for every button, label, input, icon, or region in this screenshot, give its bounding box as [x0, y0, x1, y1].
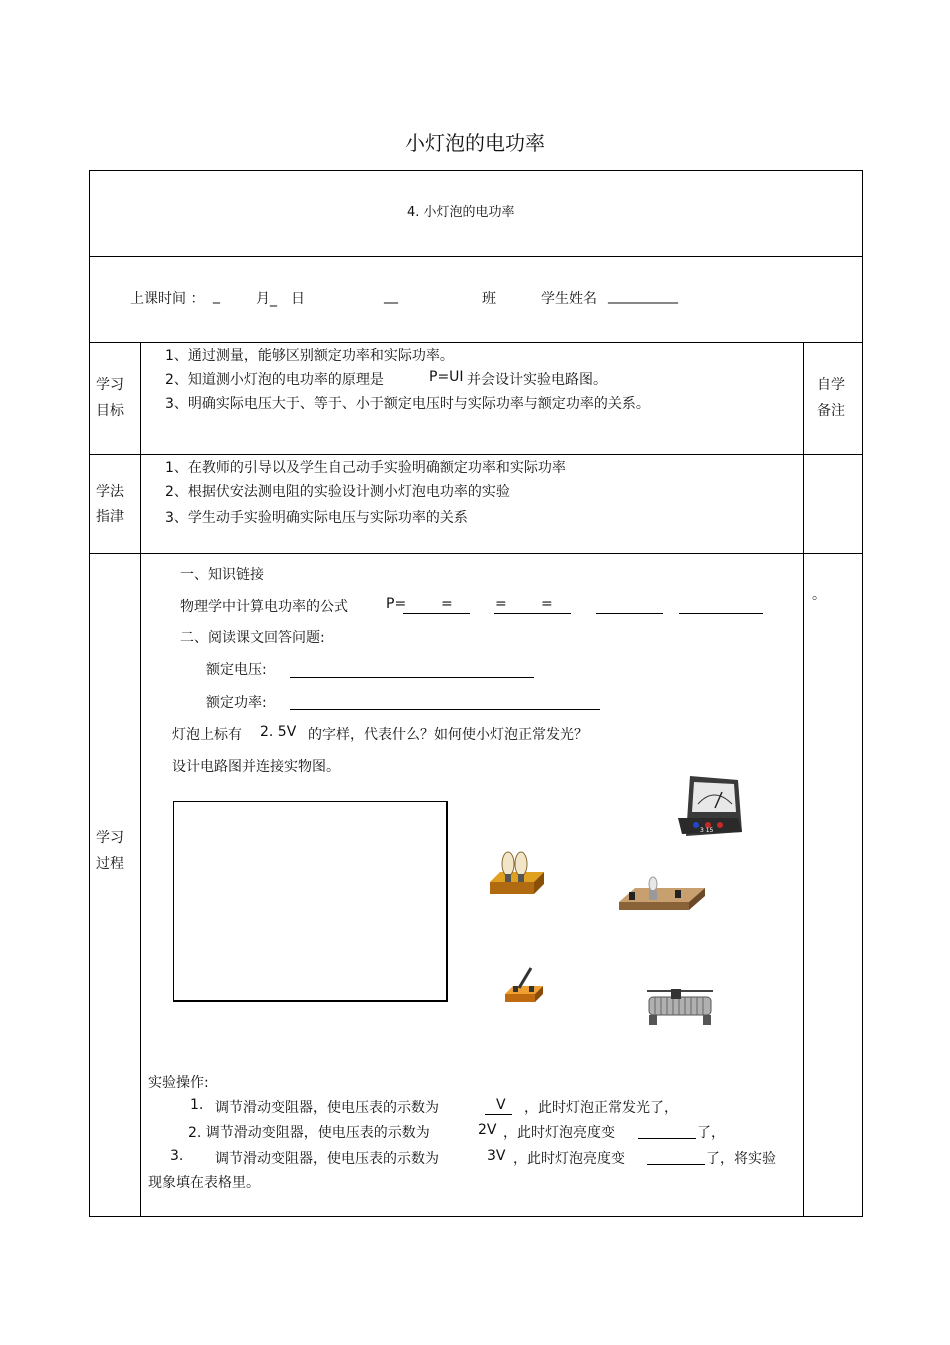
- operation-value-underline: [485, 1114, 512, 1115]
- formula-blank: [403, 613, 470, 614]
- rated-power-blank: [290, 709, 600, 710]
- operation-value: 2V: [478, 1122, 497, 1138]
- battery-image: [488, 850, 546, 898]
- operation-value: V: [496, 1097, 506, 1113]
- class-label: 班: [482, 291, 496, 307]
- operation-value: 3V: [487, 1148, 506, 1164]
- month-label: 月_: [256, 291, 277, 307]
- table-border-bottom: [89, 1216, 863, 1217]
- operation-text: 了，将实验: [706, 1151, 776, 1167]
- formula-blank: [679, 613, 763, 614]
- notes-label: 自学: [817, 377, 845, 393]
- rated-voltage-blank: [290, 677, 534, 678]
- operation-blank: [638, 1138, 696, 1139]
- day-label: 日: [291, 291, 305, 307]
- formula-prompt: 物理学中计算电功率的公式: [180, 599, 348, 615]
- row-divider: [89, 342, 863, 343]
- methods-label: 学法: [96, 484, 124, 500]
- process-label: 过程: [96, 856, 124, 872]
- switch-image: [503, 962, 545, 1006]
- formula-start: P=: [386, 596, 407, 612]
- operation-text: 2. 调节滑动变阻器，使电压表的示数为: [188, 1125, 430, 1141]
- bulb-rating: 2. 5V: [260, 724, 297, 740]
- rated-voltage-label: 额定电压:: [206, 662, 267, 678]
- student-name-blank: __________: [608, 288, 678, 304]
- rheostat-image: [645, 985, 715, 1027]
- section-knowledge-link: 一、知识链接: [180, 567, 264, 583]
- formula-blank: [596, 613, 663, 614]
- operation-number: 3.: [170, 1148, 184, 1164]
- formula-equals: =: [541, 596, 553, 612]
- note-mark: 。: [812, 587, 826, 603]
- formula-blank: [494, 613, 571, 614]
- date-blank: _: [213, 288, 220, 304]
- label-column-divider: [140, 342, 141, 1217]
- method-item: 1、在教师的引导以及学生自己动手实验明确额定功率和实际功率: [165, 460, 566, 476]
- row-divider: [89, 454, 863, 455]
- notes-label: 备注: [817, 403, 845, 419]
- process-label: 学习: [96, 830, 124, 846]
- objective-item-tail: 并会设计实验电路图。: [467, 372, 607, 388]
- objectives-label: 目标: [96, 403, 124, 419]
- operation-blank: [647, 1164, 705, 1165]
- bulb-question: 灯泡上标有: [172, 727, 242, 743]
- operation-text: ，此时灯泡正常发光了，: [524, 1100, 678, 1116]
- formula-equals: =: [495, 596, 507, 612]
- operation-text: ，此时灯泡亮度变: [513, 1151, 625, 1167]
- method-item: 3、学生动手实验明确实际电压与实际功率的关系: [165, 510, 468, 526]
- row-divider: [89, 553, 863, 554]
- operation-text: 调节滑动变阻器，使电压表的示数为: [215, 1100, 439, 1116]
- table-border-right: [862, 170, 863, 1217]
- table-border-left: [89, 170, 90, 1217]
- design-instruction: 设计电路图并连接实物图。: [172, 759, 340, 775]
- operations-title: 实验操作:: [148, 1075, 209, 1091]
- operation-text: 了，: [697, 1125, 725, 1141]
- document-title: 小灯泡的电功率: [405, 131, 545, 155]
- meter-scale-label: 3 15: [700, 827, 714, 834]
- student-name-label: 学生姓名: [541, 291, 597, 307]
- formula-equals: =: [441, 596, 453, 612]
- objective-item: 3、明确实际电压大于、等于、小于额定电压时与实际功率与额定功率的关系。: [165, 396, 650, 412]
- voltmeter-image: [676, 774, 744, 840]
- lamp-holder-image: [617, 874, 707, 914]
- operation-text: 现象填在表格里。: [148, 1175, 260, 1191]
- objective-item: 1、通过测量，能够区别额定功率和实际功率。: [165, 348, 454, 364]
- objective-formula: P=UI: [429, 369, 464, 385]
- class-blank: __: [384, 288, 398, 304]
- operation-text: ，此时灯泡亮度变: [503, 1125, 615, 1141]
- section-heading: 4. 小灯泡的电功率: [407, 205, 515, 220]
- circuit-diagram-box: [173, 801, 448, 1002]
- note-column-divider: [803, 342, 804, 1217]
- row-divider: [89, 256, 863, 257]
- method-item: 2、根据伏安法测电阻的实验设计测小灯泡电功率的实验: [165, 484, 510, 500]
- section-reading: 二、阅读课文回答问题:: [180, 630, 325, 646]
- class-time-label: 上课时间 ：: [130, 291, 205, 307]
- rated-power-label: 额定功率:: [206, 695, 267, 711]
- table-border-top: [89, 170, 863, 171]
- bulb-question-tail: 的字样，代表什么？如何使小灯泡正常发光？: [308, 727, 588, 743]
- objective-item: 2、知道测小灯泡的电功率的原理是: [165, 372, 384, 388]
- operation-text: 调节滑动变阻器，使电压表的示数为: [215, 1151, 439, 1167]
- methods-label: 指津: [96, 509, 124, 525]
- objectives-label: 学习: [96, 377, 124, 393]
- operation-number: 1.: [190, 1097, 204, 1113]
